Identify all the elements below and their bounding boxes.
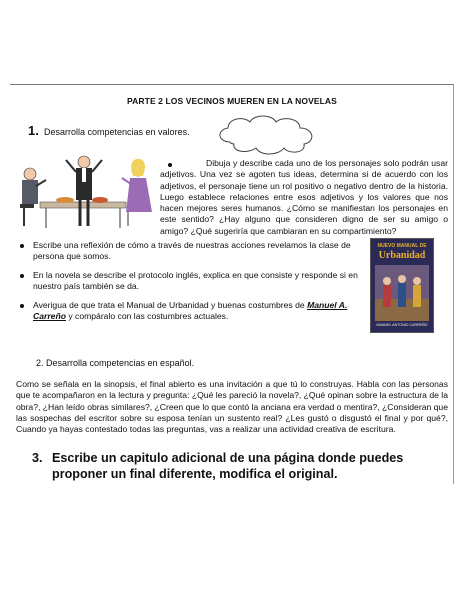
book-title: Urbanidad — [378, 250, 426, 261]
section3-text: Escribe un capitulo adicional de una página donde puedes proponer un final diferente, modifica el original. — [52, 451, 404, 481]
bullet-dot — [20, 274, 24, 278]
section1-instructions — [160, 158, 448, 237]
bullet-manual-text — [33, 300, 360, 322]
section1-number: 1. — [28, 123, 39, 138]
bullet-dot — [20, 244, 24, 248]
dinner-scene-illustration — [10, 150, 158, 230]
section2-paragraph: Como se señala en la sinopsis, el final abierto es una invitación a que tú lo construyas. Habla con las personas que te acompañaron en la lectura y pregunta: ¿Qué les pareció la novela?, ¿Qué opinan sobre la estructura de la obra?, ¿Han leído obras similares?, ¿Creen que lo que contó la anciana era verdad o mentira?, ¿Consideran que las sospechas del escritor sobre su esposa tenían un sustento real? ¿Les gustó o disgustó el final y por qué?, Cuando ya hayas contestado todas las preguntas, vas a realizar una actividad creativa de escritura. — [16, 379, 448, 435]
page-title: PARTE 2 LOS VECINOS MUEREN EN LA NOVELAS — [127, 96, 337, 106]
bullet-manual — [20, 300, 360, 322]
bullet-reflexion — [20, 240, 360, 262]
section2-label: 2. Desarrolla competencias en español. — [36, 358, 195, 368]
section1-label: Desarrolla competencias en valores. — [44, 127, 190, 137]
bullet-manual-prefix: Averigua de que trata el Manual de Urbanidad y buenas costumbres de — [33, 300, 305, 310]
page-frame-right — [453, 84, 454, 484]
bullet-dot — [168, 163, 172, 167]
bullet-reflexion-text: Escribe una reflexión de cómo a través de nuestras acciones revelamos la clase de persona que somos. — [33, 240, 351, 261]
bullet-protocolo-text: En la novela se describe el protocolo inglés, explica en que consiste y responde si en nuestro país también se da. — [33, 270, 358, 291]
section3-number: 3. — [32, 451, 43, 465]
bullet-protocolo — [20, 270, 360, 292]
section3 — [32, 450, 452, 482]
book-cover-figures — [375, 265, 429, 321]
cloud-icon — [212, 112, 320, 156]
manual-urbanidad-book-cover — [370, 238, 434, 333]
instructions-paragraph: Dibuja y describe cada uno de los personajes solo podrán usar adjetivos. Una vez se agoten tus ideas, determina si de acuerdo con los adjetivos, el personaje tiene un rol positivo o negativo dentro de la historia. Luego establece relaciones entre esos adjetivos y los valores que nos hacen mejores seres humanos. ¿Cómo se manifiestan los personajes en este sentido? ¿Hay alguno que consideren digno de ser su amigo o amigo? ¿Qué sugeriría que cambiaran en su compartimiento? — [160, 158, 448, 236]
book-top-line: NUEVO MANUAL DE — [377, 243, 427, 249]
book-author: MANUEL ANTONIO CARREÑO — [376, 323, 428, 327]
bullet-manual-suffix: y compáralo con las costumbres actuales. — [68, 311, 229, 321]
bullet-dot — [20, 304, 24, 308]
page-frame-top — [10, 84, 454, 85]
author-name: Manuel A. Carreño — [33, 300, 348, 321]
